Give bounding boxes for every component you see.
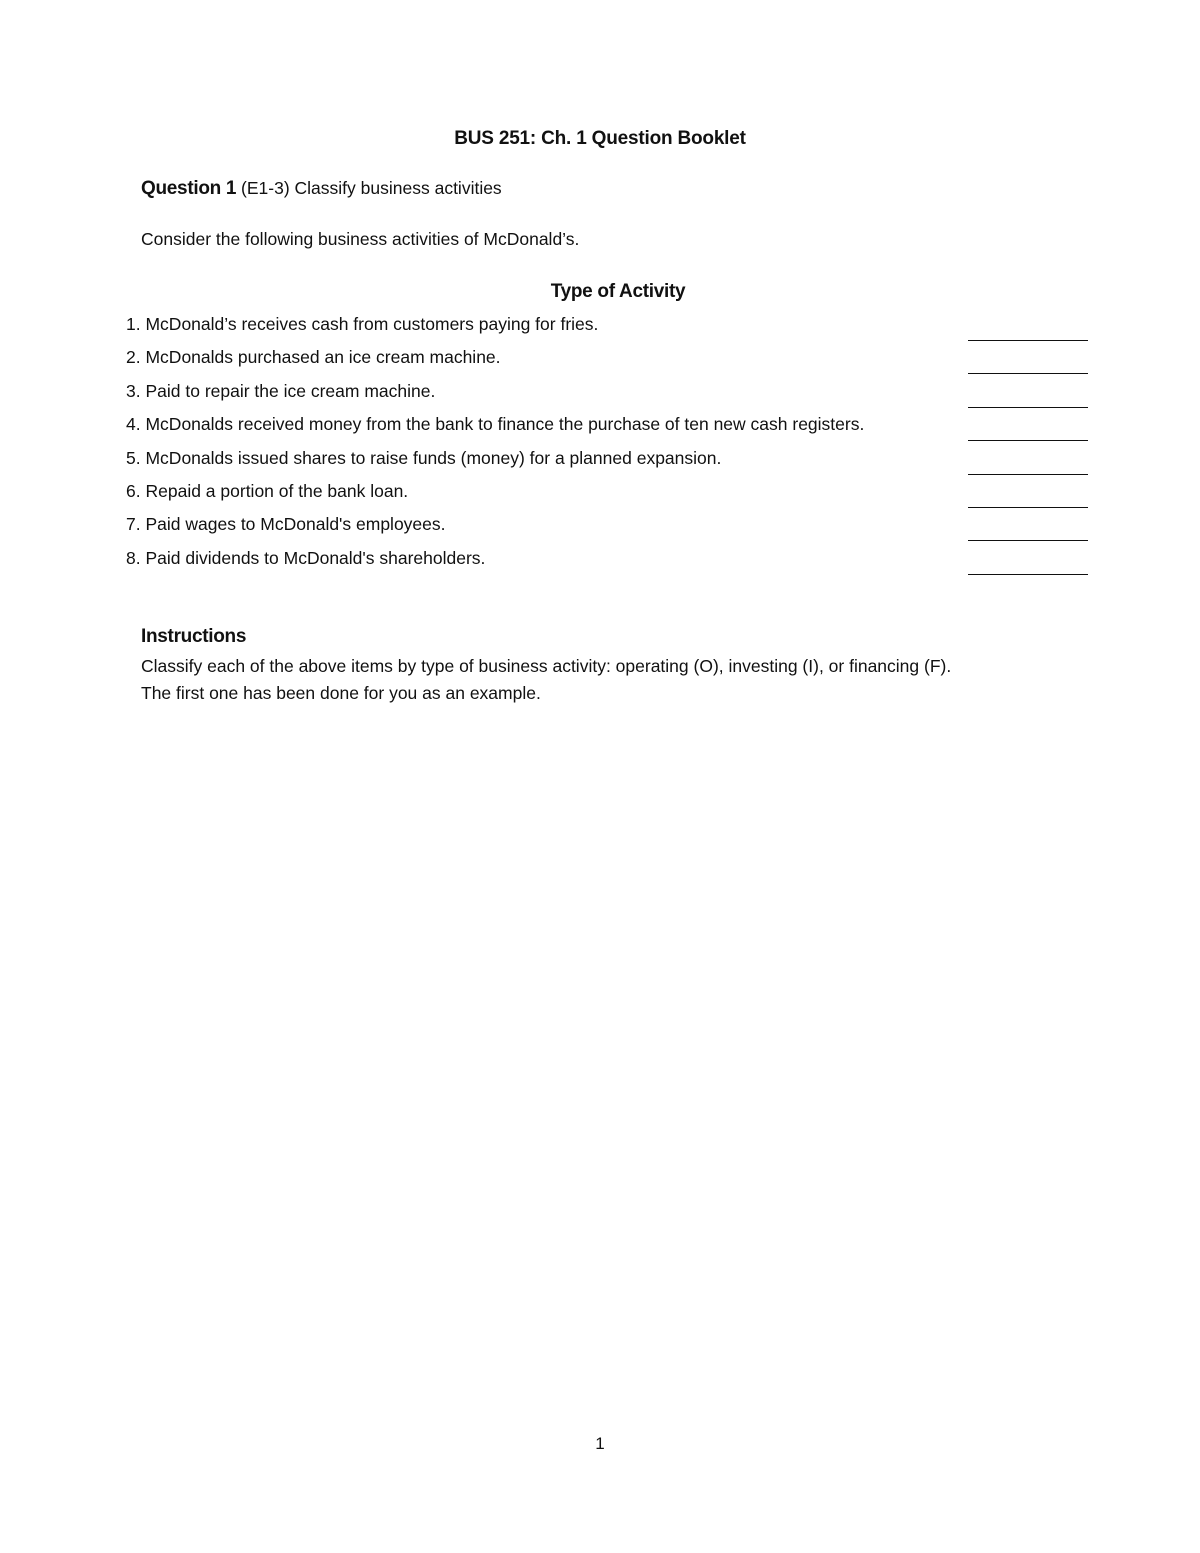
activity-text: McDonald’s receives cash from customers paying for fries. xyxy=(145,314,599,334)
activity-item-6 xyxy=(126,481,1091,514)
activity-item-8 xyxy=(126,548,1091,581)
answer-blank[interactable] xyxy=(968,373,1088,374)
activity-item-5 xyxy=(126,448,1091,481)
type-of-activity-heading: Type of Activity xyxy=(550,281,686,302)
answer-blank[interactable] xyxy=(968,540,1088,541)
activity-number: 4. xyxy=(126,414,141,435)
activity-text: Repaid a portion of the bank loan. xyxy=(145,480,409,501)
activity-text: McDonalds issued shares to raise funds (money) for a planned expansion. xyxy=(145,447,722,468)
document-title: BUS 251: Ch. 1 Question Booklet xyxy=(454,128,746,149)
activity-item-3 xyxy=(126,381,1091,414)
activity-number: 1. xyxy=(126,314,141,334)
question-intro: Consider the following business activities of McDonald’s. xyxy=(141,229,580,249)
activity-text: McDonalds purchased an ice cream machine. xyxy=(145,347,501,368)
activity-number: 7. xyxy=(126,514,141,535)
activity-text: Paid dividends to McDonald's shareholders. xyxy=(145,547,486,568)
answer-blank[interactable] xyxy=(968,407,1088,408)
activity-text: McDonalds received money from the bank to finance the purchase of ten new cash registers. xyxy=(145,414,865,435)
activity-number: 3. xyxy=(126,380,141,401)
activity-item-4 xyxy=(126,414,1091,447)
answer-blank[interactable] xyxy=(968,440,1088,441)
activity-text: Paid to repair the ice cream machine. xyxy=(145,380,436,401)
activity-number: 8. xyxy=(126,547,141,568)
answer-blank[interactable] xyxy=(968,474,1088,475)
activity-item-7 xyxy=(126,514,1091,547)
instructions-heading: Instructions xyxy=(141,626,247,647)
instructions-line-2: The first one has been done for you as an example. xyxy=(141,683,541,703)
question-line xyxy=(141,178,502,200)
activity-number: 6. xyxy=(126,480,141,501)
activity-item-2 xyxy=(126,347,1091,380)
activity-number: 5. xyxy=(126,447,141,468)
answer-blank[interactable] xyxy=(968,574,1088,575)
question-label: Question 1 xyxy=(141,178,237,199)
activity-list xyxy=(126,314,1091,581)
instructions-line-1: Classify each of the above items by type of business activity: operating (O), investing (I), or financing (F). xyxy=(141,656,952,676)
question-text: (E1-3) Classify business activities xyxy=(236,178,502,198)
page-number: 1 xyxy=(595,1434,605,1453)
answer-blank[interactable] xyxy=(968,340,1088,341)
activity-text: Paid wages to McDonald's employees. xyxy=(145,514,446,535)
instructions-text xyxy=(141,653,951,707)
activity-number: 2. xyxy=(126,347,141,368)
activity-item-1 xyxy=(126,314,1091,347)
answer-blank[interactable] xyxy=(968,507,1088,508)
